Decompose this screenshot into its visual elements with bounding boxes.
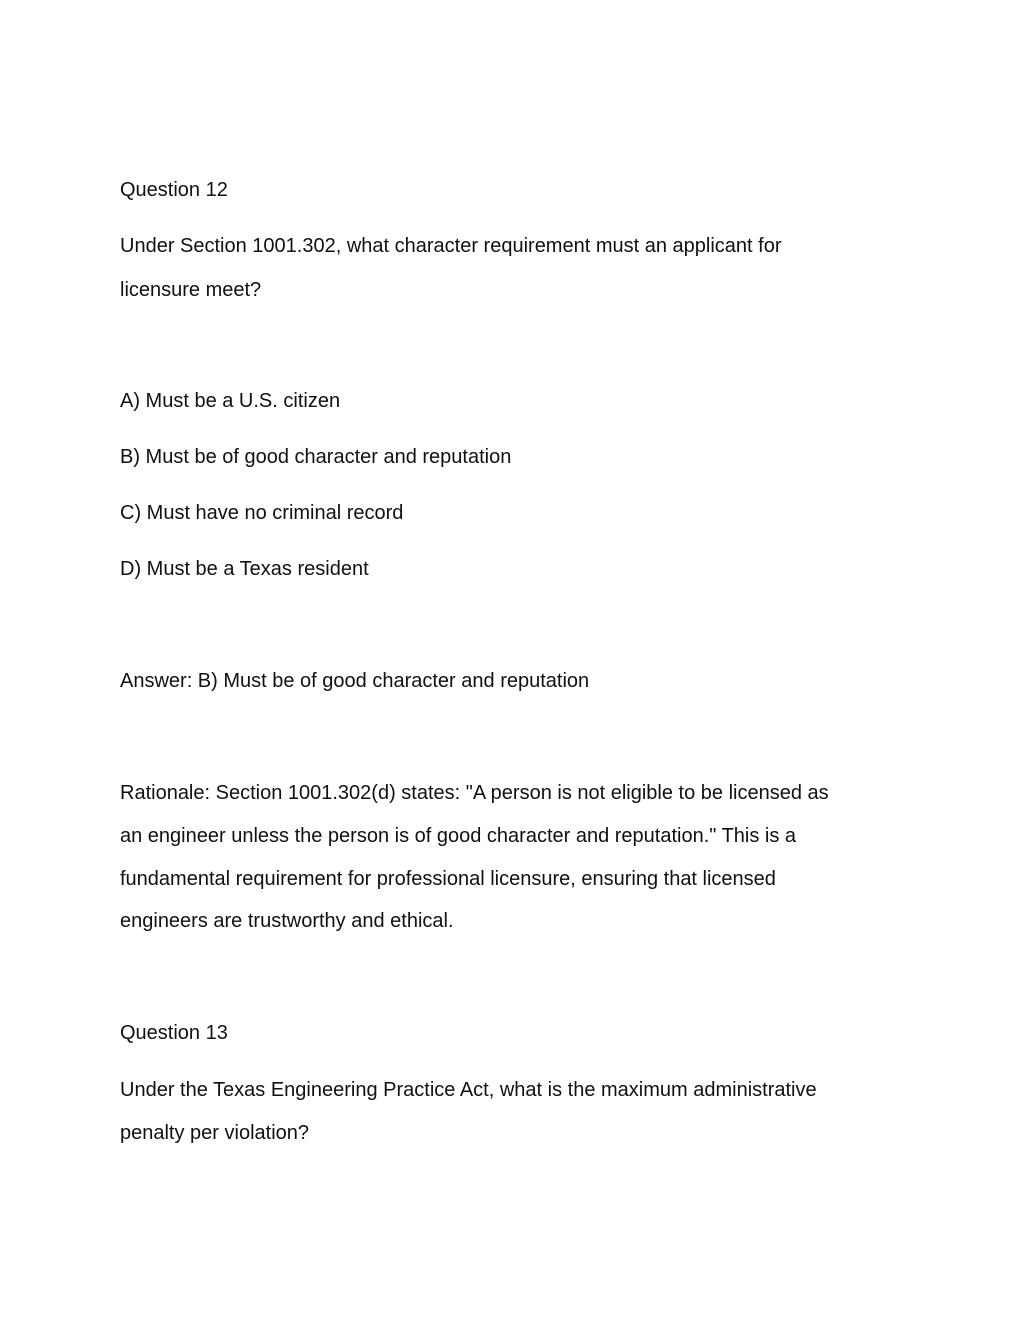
- rationale-line-1: Rationale: Section 1001.302(d) states: "A person is not eligible to be licensed as: [120, 782, 829, 804]
- rationale-line-4: engineers are trustworthy and ethical.: [120, 910, 454, 932]
- option-c: C) Must have no criminal record: [120, 502, 404, 524]
- question-13-prompt-line-1: Under the Texas Engineering Practice Act, what is the maximum administrative: [120, 1079, 817, 1101]
- rationale-line-2: an engineer unless the person is of good character and reputation." This is a: [120, 825, 797, 847]
- question-13-heading: Question 13: [120, 1022, 228, 1044]
- question-12-heading: Question 12: [120, 179, 228, 201]
- option-d: D) Must be a Texas resident: [120, 558, 369, 580]
- answer-text: Answer: B) Must be of good character and reputation: [120, 670, 590, 692]
- rationale-line-3: fundamental requirement for professional licensure, ensuring that licensed: [120, 868, 776, 890]
- option-b: B) Must be of good character and reputation: [120, 446, 512, 468]
- question-12-prompt-line-1: Under Section 1001.302, what character requirement must an applicant for: [120, 235, 782, 257]
- option-a: A) Must be a U.S. citizen: [120, 390, 341, 412]
- question-12-prompt-line-2: licensure meet?: [120, 279, 262, 301]
- question-13-prompt-line-2: penalty per violation?: [120, 1122, 310, 1144]
